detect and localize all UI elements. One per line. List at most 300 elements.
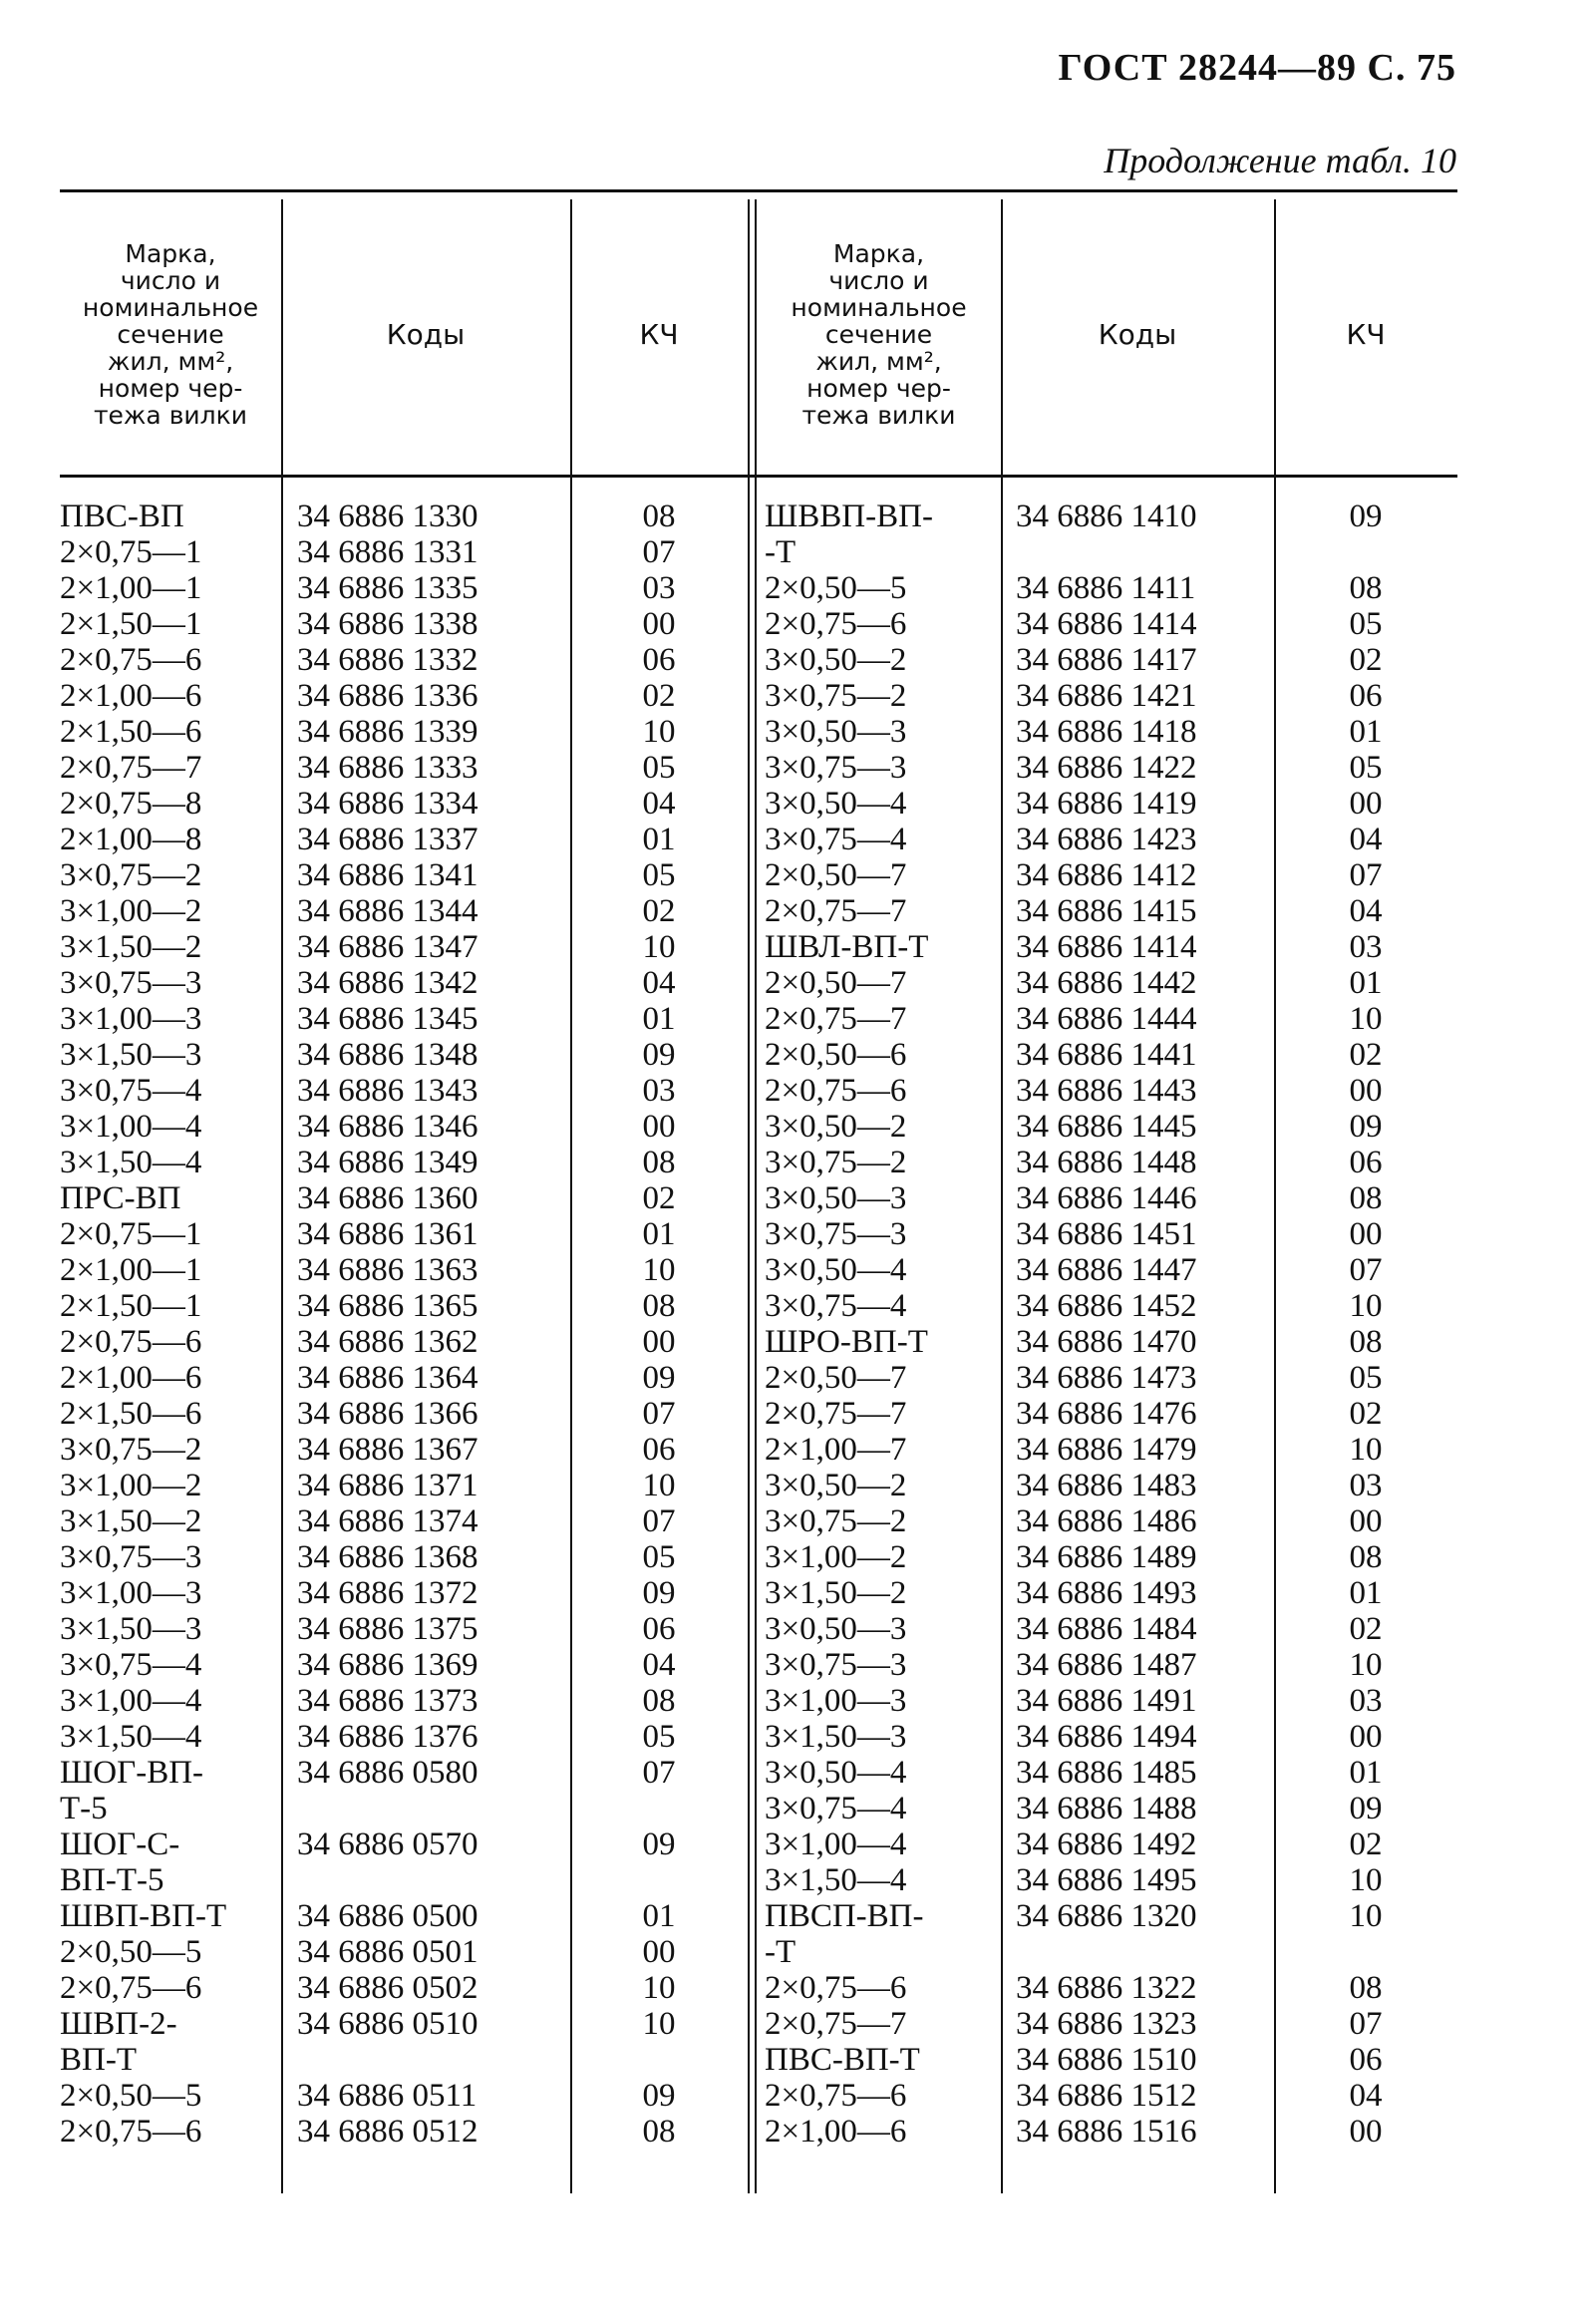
cell-kch: 04 (642, 786, 676, 822)
cell-code: 34 6886 1369 (297, 1647, 479, 1683)
cell-mark: 3×1,00—3 (765, 1683, 907, 1719)
table-row (60, 965, 748, 1001)
cell-code: 34 6886 1493 (1016, 1575, 1197, 1611)
cell-kch: 02 (1349, 1826, 1383, 1862)
cell-code: 34 6886 1411 (1016, 570, 1196, 606)
cell-code: 34 6886 1422 (1016, 750, 1197, 786)
table-row (60, 498, 748, 534)
cell-mark: 2×0,50—5 (60, 1934, 202, 1970)
cell-code: 34 6886 1337 (297, 822, 479, 857)
cell-code: 34 6886 1360 (297, 1180, 479, 1216)
table-row (755, 1073, 1457, 1109)
cell-kch: 01 (642, 1216, 676, 1252)
cell-mark: 2×0,50—7 (765, 857, 907, 893)
cell-code: 34 6886 1345 (297, 1001, 479, 1037)
table-row (755, 822, 1457, 857)
cell-kch: 04 (642, 965, 676, 1001)
cell-mark: -Т (765, 534, 797, 570)
cell-mark: 3×1,00—3 (60, 1575, 202, 1611)
cell-code: 34 6886 1516 (1016, 2114, 1197, 2150)
table-row (60, 1898, 748, 1934)
table-row (60, 534, 748, 570)
cell-kch: 05 (1349, 750, 1383, 786)
table-row (755, 1575, 1457, 1611)
cell-code: 34 6886 1346 (297, 1109, 479, 1145)
cell-mark: 3×1,00—4 (60, 1109, 202, 1145)
table-row (755, 1647, 1457, 1683)
cell-code: 34 6886 1347 (297, 929, 479, 965)
table-header-rule (60, 475, 1457, 478)
cell-kch: 03 (1349, 929, 1383, 965)
cell-mark: 3×0,50—3 (765, 1611, 907, 1647)
cell-mark: 3×1,50—3 (765, 1719, 907, 1755)
cell-code: 34 6886 1488 (1016, 1791, 1197, 1826)
document-id: ГОСТ 28244—89 С. 75 (1058, 47, 1456, 89)
cell-kch: 02 (1349, 1611, 1383, 1647)
cell-kch: 06 (642, 1432, 676, 1468)
cell-mark: 2×0,75—7 (765, 1001, 907, 1037)
cell-code: 34 6886 1374 (297, 1503, 479, 1539)
table-row (60, 822, 748, 857)
header-codes-left: Коды (386, 317, 466, 351)
cell-kch: 00 (1349, 786, 1383, 822)
cell-mark: 2×1,00—6 (765, 2114, 907, 2150)
cell-mark: 2×0,75—1 (60, 1216, 202, 1252)
table-row (755, 1683, 1457, 1719)
cell-kch: 05 (1349, 606, 1383, 642)
cell-kch: 03 (642, 1073, 676, 1109)
table-row (755, 2114, 1457, 2150)
cell-code: 34 6886 1330 (297, 498, 479, 534)
cell-kch: 10 (642, 929, 676, 965)
cell-code: 34 6886 1372 (297, 1575, 479, 1611)
table-row (60, 786, 748, 822)
cell-code: 34 6886 1322 (1016, 1970, 1197, 2006)
cell-mark: ВП-Т-5 (60, 1862, 164, 1898)
cell-mark: ПВС-ВП-Т (765, 2042, 920, 2078)
table-row (60, 857, 748, 893)
cell-code: 34 6886 1320 (1016, 1898, 1197, 1934)
table-row (60, 1252, 748, 1288)
cell-kch: 02 (1349, 642, 1383, 678)
table-row (755, 1037, 1457, 1073)
cell-mark: 2×0,75—1 (60, 534, 202, 570)
cell-code: 34 6886 1423 (1016, 822, 1197, 857)
cell-kch: 01 (642, 822, 676, 857)
table-row (60, 750, 748, 786)
cell-kch: 09 (642, 1826, 676, 1862)
cell-kch: 03 (1349, 1468, 1383, 1503)
cell-mark: 3×1,00—2 (765, 1539, 907, 1575)
table-row (60, 1216, 748, 1252)
cell-code: 34 6886 0501 (297, 1934, 479, 1970)
table-row (60, 1647, 748, 1683)
cell-mark: 3×0,75—3 (765, 1216, 907, 1252)
table-row (60, 1611, 748, 1647)
cell-kch: 02 (642, 1180, 676, 1216)
cell-mark: ШВП-ВП-Т (60, 1898, 227, 1934)
cell-kch: 08 (642, 1683, 676, 1719)
table-row (755, 1252, 1457, 1288)
cell-code: 34 6886 1366 (297, 1396, 479, 1432)
cell-mark: ШВП-2- (60, 2006, 177, 2042)
cell-mark: 3×0,75—2 (765, 678, 907, 714)
table-row (755, 1970, 1457, 2006)
cell-code: 34 6886 1333 (297, 750, 479, 786)
cell-mark: 2×0,50—7 (765, 1360, 907, 1396)
table-row (60, 1073, 748, 1109)
cell-kch: 07 (642, 1503, 676, 1539)
table-row (755, 1539, 1457, 1575)
cell-mark: 3×0,50—2 (765, 1468, 907, 1503)
cell-kch: 10 (642, 1970, 676, 2006)
table-row (755, 1826, 1457, 1862)
cell-mark: 2×0,75—8 (60, 786, 202, 822)
cell-code: 34 6886 1371 (297, 1468, 479, 1503)
cell-code: 34 6886 1343 (297, 1073, 479, 1109)
cell-code: 34 6886 1414 (1016, 929, 1197, 965)
cell-mark: 3×0,50—4 (765, 786, 907, 822)
table-row (755, 2078, 1457, 2114)
cell-kch: 10 (642, 1468, 676, 1503)
cell-kch: 08 (1349, 1324, 1383, 1360)
cell-kch: 01 (642, 1001, 676, 1037)
cell-mark: 2×0,75—7 (765, 893, 907, 929)
cell-mark: ПРС-ВП (60, 1180, 181, 1216)
cell-code: 34 6886 1361 (297, 1216, 479, 1252)
cell-code: 34 6886 1376 (297, 1719, 479, 1755)
cell-mark: ШОГ-С- (60, 1826, 180, 1862)
cell-kch: 09 (642, 1575, 676, 1611)
cell-mark: 2×1,50—1 (60, 606, 202, 642)
header-mark-left: Марка, число и номинальное сечение жил, мм², номер чер- тежа вилки (82, 238, 259, 430)
cell-kch: 06 (1349, 2042, 1383, 2078)
cell-code: 34 6886 1445 (1016, 1109, 1197, 1145)
cell-kch: 00 (642, 1934, 676, 1970)
cell-kch: 01 (642, 1898, 676, 1934)
cell-kch: 05 (642, 1719, 676, 1755)
cell-code: 34 6886 1349 (297, 1145, 479, 1180)
table-row (60, 1109, 748, 1145)
table-row (60, 2114, 748, 2150)
table-row (755, 1145, 1457, 1180)
cell-mark: 3×1,50—3 (60, 1611, 202, 1647)
cell-mark: 2×0,75—6 (765, 1073, 907, 1109)
cell-kch: 08 (642, 1288, 676, 1324)
table-row (755, 857, 1457, 893)
cell-mark: 2×0,50—6 (765, 1037, 907, 1073)
cell-code: 34 6886 1323 (1016, 2006, 1197, 2042)
cell-mark: 3×0,50—3 (765, 1180, 907, 1216)
cell-mark: 2×0,75—7 (765, 2006, 907, 2042)
table-row (60, 714, 748, 750)
cell-mark: 2×0,75—7 (765, 1396, 907, 1432)
cell-mark: 3×0,50—2 (765, 1109, 907, 1145)
cell-mark: 3×1,00—2 (60, 893, 202, 929)
cell-code: 34 6886 1444 (1016, 1001, 1197, 1037)
table-row (60, 1575, 748, 1611)
header-kch-left: КЧ (639, 317, 679, 351)
cell-mark: 3×1,50—4 (60, 1719, 202, 1755)
cell-mark: 3×0,75—4 (765, 1288, 907, 1324)
cell-code: 34 6886 1417 (1016, 642, 1197, 678)
cell-code: 34 6886 1486 (1016, 1503, 1197, 1539)
cell-kch: 07 (1349, 2006, 1383, 2042)
cell-mark: ШРО-ВП-Т (765, 1324, 928, 1360)
cell-code: 34 6886 1451 (1016, 1216, 1197, 1252)
cell-mark: 3×0,75—4 (765, 1791, 907, 1826)
cell-code: 34 6886 1375 (297, 1611, 479, 1647)
cell-mark: 3×0,75—4 (60, 1073, 202, 1109)
cell-mark: 3×0,50—4 (765, 1755, 907, 1791)
table-row (60, 1934, 748, 1970)
cell-mark: 3×0,50—3 (765, 714, 907, 750)
cell-kch: 09 (1349, 1791, 1383, 1826)
cell-kch: 08 (642, 498, 676, 534)
cell-mark: 2×1,00—6 (60, 678, 202, 714)
cell-kch: 09 (642, 1037, 676, 1073)
cell-kch: 09 (1349, 498, 1383, 534)
table-row (755, 1360, 1457, 1396)
cell-kch: 10 (1349, 1001, 1383, 1037)
cell-code: 34 6886 0512 (297, 2114, 479, 2150)
table-row (755, 786, 1457, 822)
table-row (755, 1324, 1457, 1360)
cell-code: 34 6886 1414 (1016, 606, 1197, 642)
cell-mark: 2×0,75—6 (60, 642, 202, 678)
table-row (60, 678, 748, 714)
cell-mark: 3×1,50—3 (60, 1037, 202, 1073)
cell-mark: 3×0,75—3 (765, 750, 907, 786)
table-row (60, 1432, 748, 1468)
cell-code: 34 6886 1341 (297, 857, 479, 893)
cell-code: 34 6886 1415 (1016, 893, 1197, 929)
table-row (60, 1360, 748, 1396)
cell-kch: 09 (642, 2078, 676, 2114)
cell-code: 34 6886 1492 (1016, 1826, 1197, 1862)
cell-kch: 00 (1349, 1719, 1383, 1755)
cell-code: 34 6886 1470 (1016, 1324, 1197, 1360)
cell-kch: 04 (642, 1647, 676, 1683)
cell-kch: 04 (1349, 822, 1383, 857)
table-row (60, 1791, 748, 1826)
table-row (755, 1503, 1457, 1539)
cell-mark: 3×1,50—2 (60, 929, 202, 965)
cell-mark: 3×0,75—4 (765, 822, 907, 857)
cell-kch: 08 (642, 1145, 676, 1180)
cell-code: 34 6886 1446 (1016, 1180, 1197, 1216)
table-row (755, 1934, 1457, 1970)
table-row (60, 642, 748, 678)
cell-code: 34 6886 1441 (1016, 1037, 1197, 1073)
cell-code: 34 6886 1412 (1016, 857, 1197, 893)
cell-code: 34 6886 0570 (297, 1826, 479, 1862)
table-row (755, 2042, 1457, 2078)
table-row (755, 714, 1457, 750)
cell-mark: 3×0,75—2 (60, 857, 202, 893)
table-row (60, 606, 748, 642)
table-row (755, 1288, 1457, 1324)
cell-code: 34 6886 1336 (297, 678, 479, 714)
table-row (60, 1683, 748, 1719)
cell-mark: 2×1,50—1 (60, 1288, 202, 1324)
cell-mark: 2×0,75—6 (765, 1970, 907, 2006)
cell-kch: 00 (642, 606, 676, 642)
table-row (755, 534, 1457, 570)
cell-code: 34 6886 1485 (1016, 1755, 1197, 1791)
cell-mark: ШВВП-ВП- (765, 498, 933, 534)
cell-mark: 3×0,75—4 (60, 1647, 202, 1683)
table-row (60, 1145, 748, 1180)
cell-kch: 06 (642, 642, 676, 678)
cell-kch: 10 (642, 2006, 676, 2042)
cell-kch: 04 (1349, 893, 1383, 929)
cell-code: 34 6886 1512 (1016, 2078, 1197, 2114)
cell-kch: 07 (642, 1755, 676, 1791)
table-row (60, 1826, 748, 1862)
table-row (755, 1862, 1457, 1898)
table-row (60, 1396, 748, 1432)
cell-mark: 2×1,50—6 (60, 714, 202, 750)
cell-code: 34 6886 1365 (297, 1288, 479, 1324)
cell-code: 34 6886 1483 (1016, 1468, 1197, 1503)
cell-code: 34 6886 1447 (1016, 1252, 1197, 1288)
cell-code: 34 6886 1339 (297, 714, 479, 750)
cell-code: 34 6886 1510 (1016, 2042, 1197, 2078)
cell-mark: 2×0,75—6 (60, 1324, 202, 1360)
cell-mark: ПВСП-ВП- (765, 1898, 924, 1934)
table-row (755, 1180, 1457, 1216)
cell-code: 34 6886 1331 (297, 534, 479, 570)
cell-mark: 2×0,50—5 (60, 2078, 202, 2114)
cell-kch: 03 (1349, 1683, 1383, 1719)
cell-kch: 01 (1349, 1755, 1383, 1791)
cell-mark: 2×1,00—7 (765, 1432, 907, 1468)
cell-kch: 00 (642, 1324, 676, 1360)
table-row (755, 1109, 1457, 1145)
table-row (755, 498, 1457, 534)
cell-kch: 05 (642, 750, 676, 786)
cell-mark: 2×1,50—6 (60, 1396, 202, 1432)
cell-kch: 05 (1349, 1360, 1383, 1396)
cell-mark: 3×0,75—3 (60, 965, 202, 1001)
cell-code: 34 6886 1448 (1016, 1145, 1197, 1180)
cell-mark: 2×1,00—1 (60, 570, 202, 606)
cell-kch: 02 (1349, 1396, 1383, 1432)
cell-kch: 02 (1349, 1037, 1383, 1073)
cell-mark: 2×0,75—6 (60, 1970, 202, 2006)
cell-code: 34 6886 0502 (297, 1970, 479, 2006)
cell-code: 34 6886 1491 (1016, 1683, 1197, 1719)
left-table-body (60, 498, 748, 2150)
cell-kch: 06 (1349, 678, 1383, 714)
cell-code: 34 6886 1338 (297, 606, 479, 642)
cell-code: 34 6886 1452 (1016, 1288, 1197, 1324)
cell-code: 34 6886 1442 (1016, 965, 1197, 1001)
cell-kch: 07 (1349, 857, 1383, 893)
cell-code: 34 6886 1418 (1016, 714, 1197, 750)
cell-code: 34 6886 1362 (297, 1324, 479, 1360)
cell-mark: 2×1,00—6 (60, 1360, 202, 1396)
cell-mark: 3×1,50—2 (60, 1503, 202, 1539)
cell-code: 34 6886 1363 (297, 1252, 479, 1288)
table-row (755, 1001, 1457, 1037)
cell-mark: 3×1,00—2 (60, 1468, 202, 1503)
cell-code: 34 6886 0500 (297, 1898, 479, 1934)
cell-code: 34 6886 1443 (1016, 1073, 1197, 1109)
table-row (755, 1719, 1457, 1755)
table-row (755, 1898, 1457, 1934)
cell-mark: 3×1,00—4 (765, 1826, 907, 1862)
header-mark-right: Марка, число и номинальное сечение жил, мм², номер чер- тежа вилки (791, 238, 967, 430)
cell-mark: 2×0,50—7 (765, 965, 907, 1001)
cell-code: 34 6886 1484 (1016, 1611, 1197, 1647)
page-header (0, 0, 1596, 199)
cell-kch: 05 (642, 1539, 676, 1575)
cell-kch: 00 (1349, 2114, 1383, 2150)
cell-code: 34 6886 1473 (1016, 1360, 1197, 1396)
cell-kch: 08 (642, 2114, 676, 2150)
header-codes-right: Коды (1098, 317, 1177, 351)
cell-mark: 3×1,00—4 (60, 1683, 202, 1719)
cell-mark: 3×0,75—2 (765, 1145, 907, 1180)
cell-kch: 10 (1349, 1288, 1383, 1324)
table-top-rule (60, 189, 1457, 192)
table-row (60, 1755, 748, 1791)
cell-kch: 08 (1349, 1180, 1383, 1216)
cell-mark: 2×0,75—7 (60, 750, 202, 786)
cell-code: 34 6886 1373 (297, 1683, 479, 1719)
cell-kch: 09 (642, 1360, 676, 1396)
cell-mark: 3×0,75—3 (60, 1539, 202, 1575)
cell-kch: 10 (1349, 1432, 1383, 1468)
cell-code: 34 6886 1489 (1016, 1539, 1197, 1575)
table-row (60, 1539, 748, 1575)
table-row (755, 1216, 1457, 1252)
cell-kch: 01 (1349, 965, 1383, 1001)
table-row (60, 1288, 748, 1324)
cell-mark: 3×0,75—2 (60, 1432, 202, 1468)
cell-kch: 00 (1349, 1216, 1383, 1252)
table-row (60, 1001, 748, 1037)
table-row (60, 2006, 748, 2042)
cell-mark: ПВС-ВП (60, 498, 184, 534)
table-row (60, 1180, 748, 1216)
cell-mark: 3×0,75—3 (765, 1647, 907, 1683)
cell-kch: 06 (1349, 1145, 1383, 1180)
cell-mark: ШВЛ-ВП-Т (765, 929, 929, 965)
table-row (755, 642, 1457, 678)
table-row (60, 570, 748, 606)
cell-code: 34 6886 1348 (297, 1037, 479, 1073)
cell-kch: 08 (1349, 1970, 1383, 2006)
cell-mark: 3×1,50—4 (765, 1862, 907, 1898)
cell-mark: 2×0,50—5 (765, 570, 907, 606)
cell-code: 34 6886 1342 (297, 965, 479, 1001)
cell-code: 34 6886 1479 (1016, 1432, 1197, 1468)
table-row (755, 965, 1457, 1001)
table-row (60, 1719, 748, 1755)
cell-mark: 3×0,50—2 (765, 642, 907, 678)
cell-mark: 2×0,75—6 (765, 606, 907, 642)
table-row (755, 893, 1457, 929)
cell-code: 34 6886 1494 (1016, 1719, 1197, 1755)
cell-code: 34 6886 1335 (297, 570, 479, 606)
cell-mark: 2×0,75—6 (60, 2114, 202, 2150)
table-row (60, 1503, 748, 1539)
column-divider (748, 199, 750, 2193)
cell-code: 34 6886 1334 (297, 786, 479, 822)
